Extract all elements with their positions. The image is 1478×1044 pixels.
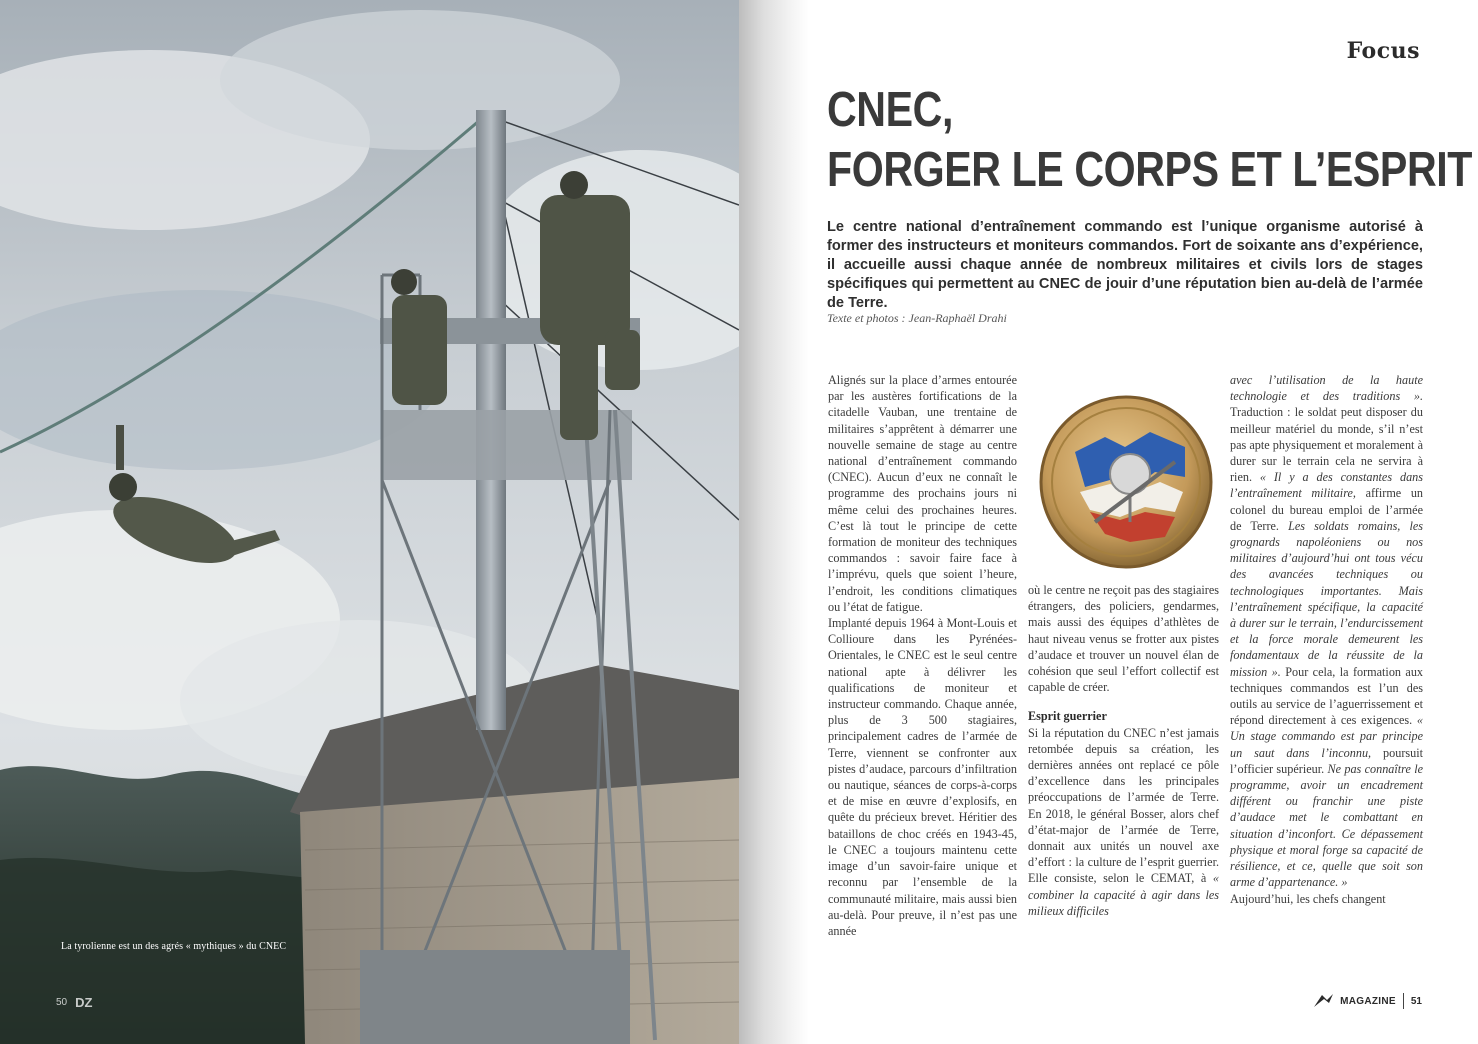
left-page-number: 50 xyxy=(56,997,68,1008)
magazine-label: MAGAZINE xyxy=(1340,995,1396,1007)
cnec-insignia-image xyxy=(1035,392,1217,572)
page-number: 51 xyxy=(1410,995,1422,1007)
paragraph-text: Traduction : le soldat peut disposer du meilleur matériel du monde, s’il n’est pas apte physiquement et moralement à durer sur le terrain cela ne servira à rien. xyxy=(1230,405,1423,485)
section-label: Focus xyxy=(1346,38,1420,64)
paragraph xyxy=(1028,725,1219,919)
footer-divider xyxy=(1403,993,1404,1009)
text-column-2 xyxy=(1028,582,1219,919)
quote: « Un stage commando est par principe un saut dans l’inconnu, xyxy=(1230,713,1424,760)
paragraph xyxy=(1230,372,1423,891)
subheading-esprit-guerrier: Esprit guerrier xyxy=(1028,709,1107,724)
quote: Les soldats romains, les grognards napoléoniens ou nos militaires d’aujourd’hui ont tous vécu des avancées techniques ou technologiques importantes. Mais l’entraînement spécifique, la capacité à durer sur le terrain, l’endurcissement et la force morale demeurent les fondamentaux de la réussite de la mission ». xyxy=(1230,518,1424,679)
paragraph-text: poursuit l’officier supérieur. xyxy=(1230,745,1423,776)
paragraph-text: Pour cela, la formation aux techniques commandos est l’un des outils au service de l’aguerrissement et répond directement à ces exigences. xyxy=(1230,664,1424,728)
article-title xyxy=(827,80,1472,200)
title-line-1: CNEC, xyxy=(827,83,953,137)
left-folio xyxy=(56,995,92,1010)
byline: Texte et photos : Jean-Raphaël Drahi xyxy=(827,311,1007,325)
quote: « combiner la capacité à agir dans les milieux difficiles xyxy=(1028,871,1219,918)
paragraph: Alignés sur la place d’armes entourée par les austères fortifications de la citadelle Vauban, une trentaine de militaires s’apprêtent à démarrer une nouvelle semaine de stage au centre national d’entraînement commando (CNEC). Aucun d’eux ne connaît le programme des prochains jours ni même celui des prochaines heures. C’est là tout le principe de cette formation de moniteur des techniques commandos : savoir faire face à l’imprévu, quels que soient l’heure, l’endroit, les conditions climatiques ou l’état de fatigue. xyxy=(828,373,1017,614)
right-page xyxy=(739,0,1478,1044)
title-line-2: FORGER LE CORPS ET L’ESPRIT xyxy=(827,143,1473,197)
paragraph-text: affirme un colonel du bureau emploi de l’armée de Terre. xyxy=(1230,486,1424,533)
quote: Ne pas connaître le programme, avoir un encadrement différent ou franchir une piste d’audace met le combattant en situation d’inconfort. Ce dépassement physique et moral forge sa capacité de résilience, et ce, quelle que soit son arme d’appartenance. » xyxy=(1230,761,1423,890)
paragraph-text: Si la réputation du CNEC n’est jamais retombée depuis sa création, les dernières années ont replacé ce pôle d’excellence dans les principales préoccupations de l’armée de Terre. En 2018, le général Bosser, alors chef d’état-major de l’armée de Terre, donnait aux unités un nouvel axe d’effort : la culture de l’esprit guerrier. Elle consiste, selon le CEMAT, à xyxy=(1028,725,1219,886)
text-column-3 xyxy=(1230,372,1423,907)
quote: « Il y a des constantes dans l’entraînement militaire, xyxy=(1230,470,1423,501)
paragraph: Aujourd’hui, les chefs changent xyxy=(1230,891,1386,906)
text-column-1 xyxy=(828,372,1017,939)
paragraph: Implanté depuis 1964 à Mont-Louis et Collioure dans les Pyrénées-Orientales, le CNEC est le seul centre national apte à délivrer les qualifications de moniteur et instructeur commando. Chaque année, plus de 3 500 stagiaires, principalement cadres de l’armée de Terre, viennent se confronter aux pistes d’audace, parcours d’infiltration ou nautique, séances de corps-à-corps et de mise en œuvre d’explosifs, en quête du précieux brevet. Héritier des bataillons de choc créés en 1943-45, le CNEC a toujours maintenu cette image d’un savoir-faire unique et reconnu par l’ensemble de la communauté militaire, mais aussi bien au-delà. Pour preuve, il n’est pas une année xyxy=(828,616,1017,938)
paragraph: où le centre ne reçoit pas des stagiaires étrangers, des policiers, gendarmes, mais aussi des équipes d’athlètes de haut niveau venus se frotter aux pistes d’audace et trouver un nouvel élan de cohésion que seul l’effort collectif est capable de créer. xyxy=(1028,583,1219,695)
article-lead: Le centre national d’entraînement commando est l’unique organisme autorisé à former des instructeurs et moniteurs commandos. Fort de soixante ans d’expérience, il accueille aussi chaque année de nombreux militaires et civils lors de stages spécifiques qui permettent au CNEC de jouir d’une réputation bien au-delà de l’armée de Terre. xyxy=(827,219,1423,311)
dz-logo-icon xyxy=(1313,993,1335,1009)
photo-caption: La tyrolienne est un des agrés « mythiques » du CNEC xyxy=(61,941,287,952)
page-footer xyxy=(1313,993,1422,1009)
left-brand-logo: DZ xyxy=(75,995,93,1010)
quote: avec l’utilisation de la haute technologie et des traditions ». xyxy=(1230,373,1423,404)
